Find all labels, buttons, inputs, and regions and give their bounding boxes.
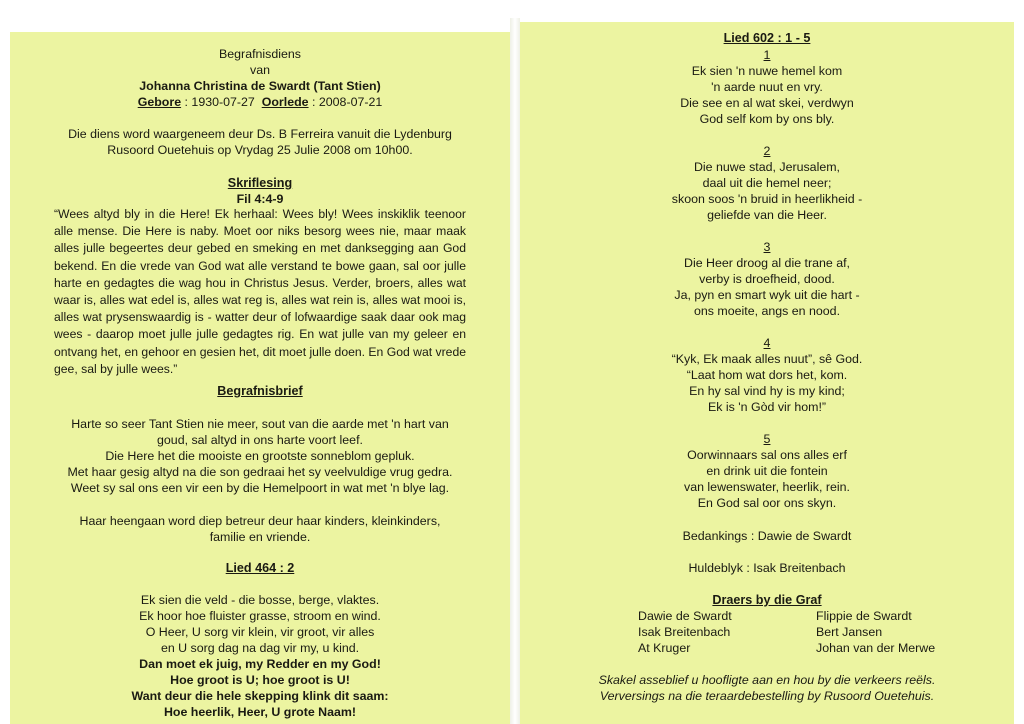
notice-line: Skakel asseblief u hoofligte aan en hou by die verkeers reëls. xyxy=(598,673,936,687)
bearers-left-column xyxy=(638,608,732,656)
hymn-line: Ek hoor hoe fluister grasse, stroom en wind. xyxy=(139,609,381,623)
bearer-name: Johan van der Merwe xyxy=(816,641,936,655)
bearers-right-column xyxy=(816,608,935,656)
hymn-heading: Lied 464 : 2 xyxy=(225,561,295,575)
letter-line: Harte so seer Tant Stien nie meer, sout van die aarde met 'n hart van xyxy=(71,417,449,431)
tribute-line: Huldeblyk : Isak Breitenbach xyxy=(688,561,846,575)
van-text: van xyxy=(250,63,270,77)
mourning-line: familie en vriende. xyxy=(209,530,311,544)
verse-line: God self kom by ons bly. xyxy=(699,112,835,126)
hymn-chorus-line: Dan moet ek juig, my Redder en my God! xyxy=(139,657,381,671)
died-label: Oorlede xyxy=(261,95,309,109)
bearers-heading: Draers by die Graf xyxy=(712,593,822,607)
letter-line: Die Here het die mooiste en grootste sonneblom gepluk. xyxy=(105,449,415,463)
reading-text: “Wees altyd bly in die Here! Ek herhaal: Wees bly! Wees inskiklik teenoor alle mense. Die Here is naby. Moet oor niks besorg wees nie, maar maak alles julle begeertes deur gebed en smeking en met danksegging aan God bekend. En die vrede van God wat alle verstand te bowe gaan, sal oor julle harte en gedagtes die wag hou in Christus Jesus. Verder, broers, alles wat waar is, alles wat edel is, alles wat reg is, alles wat rein is, alles wat mooi is, alles wat prysenswaardig is - watter deur of lofwaardige saak daar ook mag wees - daarop moet julle julle gedagtes rig. En wat julle van my geleer en ontvang het, en gehoor en gesien het, dit moet julle doen. En God wat vrede gee, sal by julle wees.” xyxy=(54,207,466,376)
hymn-chorus-line: Hoe groot is U; hoe groot is U! xyxy=(170,673,350,687)
verse-number: 2 xyxy=(763,144,771,158)
service-info-line: Rusoord Ouetehuis op Vrydag 25 Julie 2008 om 10h00. xyxy=(107,143,413,157)
died-date: : 2008-07-21 xyxy=(312,95,383,109)
reading-heading: Skriflesing xyxy=(227,176,293,190)
verse-number: 5 xyxy=(763,432,771,446)
letter-line: goud, sal altyd in ons harte voort leef. xyxy=(157,433,363,447)
thanks-line: Bedankings : Dawie de Swardt xyxy=(682,529,852,543)
verse-number: 3 xyxy=(763,240,771,254)
bearer-name: At Kruger xyxy=(638,641,691,655)
born-date: : 1930-07-27 xyxy=(184,95,255,109)
verse-number: 1 xyxy=(763,48,771,62)
hymn-heading: Lied 602 : 1 - 5 xyxy=(723,31,811,45)
hymn-chorus-line: Hoe heerlik, Heer, U grote Naam! xyxy=(163,705,357,719)
bearer-name: Bert Jansen xyxy=(816,625,883,639)
verse-line: Die Heer droog al die trane af, xyxy=(684,256,850,270)
verse-line: geliefde van die Heer. xyxy=(707,208,827,222)
verse-line: “Laat hom wat dors het, kom. xyxy=(686,368,848,382)
verse-line: “Kyk, Ek maak alles nuut”, sê God. xyxy=(671,352,863,366)
bearer-name: Flippie de Swardt xyxy=(816,609,912,623)
verse-line: skoon soos 'n bruid in heerlikheid - xyxy=(671,192,863,206)
verse-number: 4 xyxy=(763,336,771,350)
verse-line: en drink uit die fontein xyxy=(706,464,828,478)
verse-line: Ek is 'n Gòd vir hom!” xyxy=(707,400,827,414)
verse-line: ons moeite, angs en nood. xyxy=(693,304,841,318)
letter-heading: Begrafnisbrief xyxy=(217,384,303,398)
verse-line: Die see en al wat skei, verdwyn xyxy=(680,96,854,110)
hymn-line: Ek sien die veld - die bosse, berge, vlaktes. xyxy=(140,593,380,607)
verse-line: daal uit die hemel neer; xyxy=(702,176,832,190)
hymn-chorus-line: Want deur die hele skepping klink dit saam: xyxy=(131,689,389,703)
verse-line: En God sal oor ons skyn. xyxy=(697,496,837,510)
deceased-name: Johanna Christina de Swardt (Tant Stien) xyxy=(139,79,381,93)
verse-line: Ja, pyn en smart wyk uit die hart - xyxy=(674,288,860,302)
service-title: Begrafnisdiens xyxy=(219,47,301,61)
left-page xyxy=(10,32,510,724)
verse-line: verby is droefheid, dood. xyxy=(699,272,835,286)
letter-line: Weet sy sal ons een vir een by die Hemelpoort in wat met 'n blye lag. xyxy=(70,481,450,495)
verse-line: Oorwinnaars sal ons alles erf xyxy=(687,448,847,462)
verse-line: En hy sal vind hy is my kind; xyxy=(689,384,845,398)
right-page xyxy=(520,22,1014,724)
verse-line: Ek sien 'n nuwe hemel kom xyxy=(691,64,843,78)
bearer-name: Isak Breitenbach xyxy=(638,625,731,639)
center-fold xyxy=(510,18,520,724)
verse-line: van lewenswater, heerlik, rein. xyxy=(684,480,850,494)
hymn-line: en U sorg dag na dag vir my, u kind. xyxy=(160,641,360,655)
born-label: Gebore xyxy=(137,95,182,109)
bearer-name: Dawie de Swardt xyxy=(638,609,732,623)
verse-line: 'n aarde nuut en vry. xyxy=(711,80,823,94)
letter-line: Met haar gesig altyd na die son gedraai het sy veelvuldige vrug gedra. xyxy=(67,465,453,479)
notice-line: Verversings na die teraardebestelling by Rusoord Ouetehuis. xyxy=(599,689,935,703)
service-info-line: Die diens word waargeneem deur Ds. B Ferreira vanuit die Lydenburg xyxy=(68,127,452,141)
hymn-line: O Heer, U sorg vir klein, vir groot, vir alles xyxy=(145,625,375,639)
verse-line: Die nuwe stad, Jerusalem, xyxy=(693,160,840,174)
mourning-line: Haar heengaan word diep betreur deur haar kinders, kleinkinders, xyxy=(79,514,441,528)
reading-reference: Fil 4:4-9 xyxy=(236,192,284,206)
dates-line xyxy=(10,94,510,110)
